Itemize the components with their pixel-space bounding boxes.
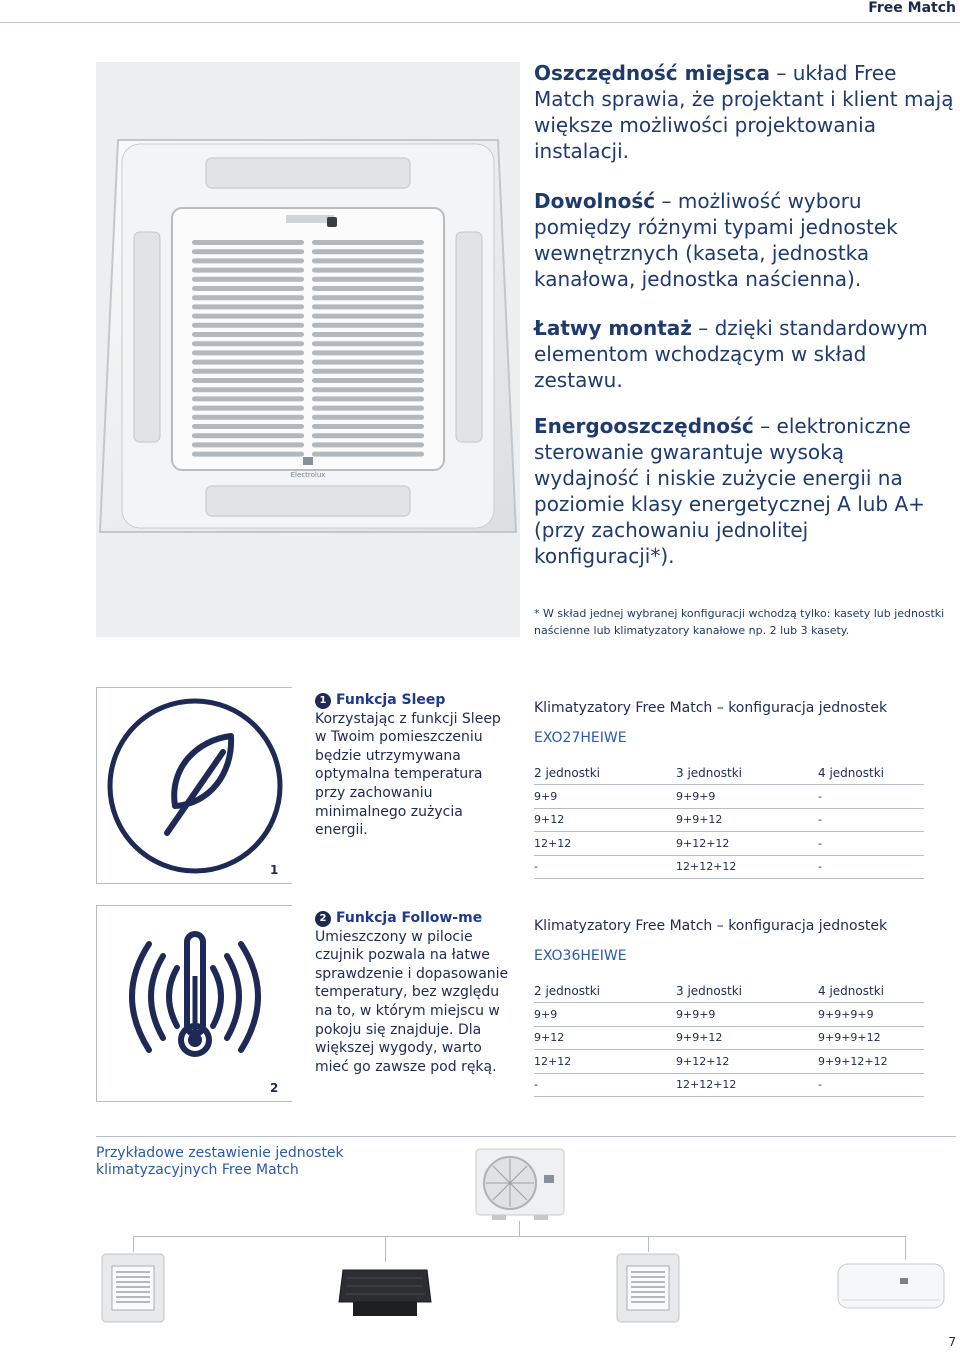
footnote: * W skład jednej wybranej konfiguracji wchodzą tylko: kasety lub jednostki naścienne lub klimatyzatory kanałowe np. 2 lub 3 kasety. — [534, 607, 945, 637]
table-header-row: 2 jednostki 3 jednostki 4 jednostki — [534, 761, 924, 785]
connector-line — [385, 1236, 386, 1262]
table-row: 9+12 9+9+12 - — [534, 809, 924, 833]
number-badge: 1 — [315, 693, 331, 709]
function-follow-me — [315, 909, 515, 1076]
feature-energy-saving: Energooszczędność – elektroniczne sterowanie gwarantuje wysoką wydajność i niskie zużycie energii na poziomie klasy energetycznej A lub A+ (przy zachowaniu jednolitej konfiguracji*). — [534, 414, 925, 568]
wall-unit-image — [836, 1260, 946, 1314]
table-row: 12+12 9+12+12 - — [534, 832, 924, 856]
cassette-unit-image — [100, 1252, 166, 1324]
follow-me-icon-box — [96, 905, 292, 1102]
table-model: EXO36HEIWE — [534, 948, 627, 964]
connector-line — [133, 1236, 905, 1237]
function-sleep — [315, 691, 515, 840]
table-header-row: 2 jednostki 3 jednostki 4 jednostki — [534, 979, 924, 1003]
function-description: Korzystając z funkcji Sleep w Twoim pomieszczeniu będzie utrzymywana optymalna temperatura przy zachowaniu minimalnego zużycia energii. — [315, 710, 501, 839]
table-row: 12+12 9+12+12 9+9+12+12 — [534, 1050, 924, 1074]
follow-me-icon-number: 2 — [270, 1081, 279, 1095]
cassette-product-image — [96, 62, 520, 637]
sleep-icon-number: 1 — [270, 863, 279, 877]
table-row: 9+12 9+9+12 9+9+9+12 — [534, 1027, 924, 1051]
number-badge: 2 — [315, 911, 331, 927]
thermometer-signal-icon — [97, 906, 293, 1103]
connector-line — [905, 1236, 906, 1260]
table-row: - 12+12+12 - — [534, 1074, 924, 1098]
connector-line — [648, 1236, 649, 1252]
table-row: 9+9 9+9+9 - — [534, 785, 924, 809]
section-label: Free Match — [868, 0, 956, 16]
table-model: EXO27HEIWE — [534, 730, 627, 746]
feature-flexibility: Dowolność – możliwość wyboru pomiędzy różnymi typami jednostek wewnętrznych (kaseta, jednostka kanałowa, jednostka naścienna). — [534, 189, 898, 291]
connector-line — [133, 1236, 134, 1252]
duct-unit-image — [335, 1262, 435, 1318]
table-title: Klimatyzatory Free Match – konfiguracja jednostek — [534, 918, 888, 934]
config-table-exo36 — [534, 917, 924, 1097]
example-divider — [96, 1136, 956, 1137]
feature-easy-install: Łatwy montaż – dzięki standardowym elementom wchodzącym w skład zestawu. — [534, 316, 928, 392]
table-row: - 12+12+12 - — [534, 856, 924, 880]
function-description: Umieszczony w pilocie czujnik pozwala na łatwe sprawdzenie i dopasowanie temperatury, bez względu na to, w którym miejscu w pokoju się znajduje. Dla większej wygody, warto mieć go zawsze pod ręką. — [315, 928, 509, 1075]
example-caption: Przykładowe zestawienie jednostek klimatyzacyjnych Free Match — [96, 1145, 344, 1178]
feature-space-saving: Oszczędność miejsca – układ Free Match sprawia, że projektant i klient mają większe możliwości projektowania instalacji. — [534, 61, 954, 163]
header-divider — [0, 22, 960, 23]
connector-line — [519, 1221, 520, 1236]
function-title: Funkcja Sleep — [336, 692, 446, 708]
svg-text:Electrolux: Electrolux — [290, 471, 326, 479]
cassette-unit-image — [615, 1252, 681, 1324]
outdoor-unit-image — [472, 1145, 568, 1221]
sleep-icon-box — [96, 687, 292, 884]
table-title: Klimatyzatory Free Match – konfiguracja jednostek — [534, 700, 888, 716]
table-row: 9+9 9+9+9 9+9+9+9 — [534, 1003, 924, 1027]
page-number: 7 — [948, 1335, 956, 1349]
config-table-exo27 — [534, 699, 924, 879]
function-title: Funkcja Follow-me — [336, 910, 483, 926]
leaf-icon — [97, 688, 293, 885]
